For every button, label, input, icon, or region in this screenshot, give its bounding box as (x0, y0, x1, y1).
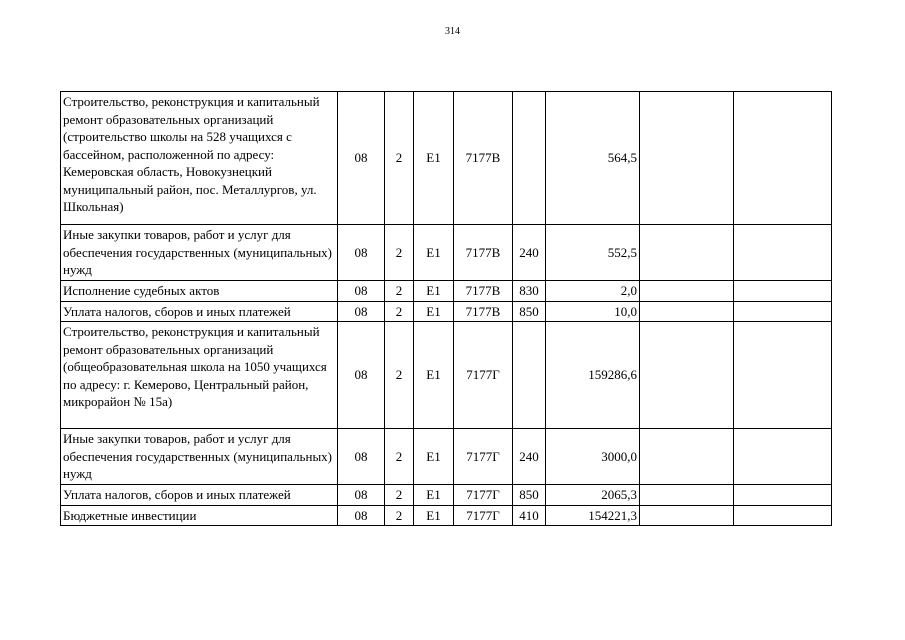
row-name: Иные закупки товаров, работ и услуг для обеспечения государственных (муниципальных) нужд (61, 429, 338, 485)
table-row (61, 301, 832, 322)
row-extra-1 (640, 281, 734, 302)
row-program: Е1 (414, 281, 454, 302)
row-type: 850 (513, 485, 546, 506)
row-section: 08 (338, 92, 385, 225)
row-extra-2 (734, 322, 832, 429)
row-name: Уплата налогов, сборов и иных платежей (61, 301, 338, 322)
row-extra-2 (734, 225, 832, 281)
row-extra-2 (734, 505, 832, 526)
row-extra-2 (734, 281, 832, 302)
row-name: Строительство, реконструкция и капитальный ремонт образовательных организаций (общеобразовательная школа на 1050 учащихся по адресу: г. Кемерово, Центральный район, микрорайон № 15а) (61, 322, 338, 429)
table-row (61, 281, 832, 302)
row-program: Е1 (414, 301, 454, 322)
row-extra-1 (640, 92, 734, 225)
row-extra-2 (734, 485, 832, 506)
row-subsection: 2 (385, 505, 414, 526)
row-type: 240 (513, 429, 546, 485)
row-type: 830 (513, 281, 546, 302)
row-sum: 3000,0 (546, 429, 640, 485)
row-subsection: 2 (385, 281, 414, 302)
row-subsection: 2 (385, 92, 414, 225)
row-code: 7177В (454, 281, 513, 302)
row-sum: 10,0 (546, 301, 640, 322)
row-type: 850 (513, 301, 546, 322)
row-sum: 154221,3 (546, 505, 640, 526)
table-row (61, 322, 832, 429)
row-program: Е1 (414, 225, 454, 281)
row-section: 08 (338, 429, 385, 485)
row-section: 08 (338, 281, 385, 302)
budget-table (60, 91, 832, 526)
row-type: 410 (513, 505, 546, 526)
row-code: 7177В (454, 301, 513, 322)
row-section: 08 (338, 225, 385, 281)
budget-table-body (61, 92, 832, 526)
row-subsection: 2 (385, 322, 414, 429)
row-name: Уплата налогов, сборов и иных платежей (61, 485, 338, 506)
row-program: Е1 (414, 322, 454, 429)
row-sum: 2,0 (546, 281, 640, 302)
row-code: 7177В (454, 92, 513, 225)
row-extra-1 (640, 505, 734, 526)
row-program: Е1 (414, 505, 454, 526)
row-name: Исполнение судебных актов (61, 281, 338, 302)
row-subsection: 2 (385, 429, 414, 485)
row-extra-1 (640, 225, 734, 281)
row-type (513, 322, 546, 429)
row-section: 08 (338, 322, 385, 429)
row-extra-1 (640, 322, 734, 429)
row-code: 7177Г (454, 485, 513, 506)
row-code: 7177Г (454, 505, 513, 526)
row-section: 08 (338, 485, 385, 506)
table-row (61, 485, 832, 506)
row-name: Строительство, реконструкция и капитальный ремонт образовательных организаций (строительство школы на 528 учащихся с бассейном, расположенной по адресу: Кемеровская область, Новокузнецкий муниципальный район, пос. Металлургов, ул. Школьная) (61, 92, 338, 225)
page-number: 314 (445, 26, 460, 37)
table-row (61, 505, 832, 526)
row-program: Е1 (414, 485, 454, 506)
table-row (61, 429, 832, 485)
table-row (61, 92, 832, 225)
row-extra-1 (640, 485, 734, 506)
row-subsection: 2 (385, 225, 414, 281)
row-type (513, 92, 546, 225)
row-program: Е1 (414, 92, 454, 225)
row-extra-2 (734, 429, 832, 485)
row-extra-1 (640, 429, 734, 485)
row-sum: 2065,3 (546, 485, 640, 506)
row-section: 08 (338, 301, 385, 322)
row-sum: 564,5 (546, 92, 640, 225)
row-subsection: 2 (385, 485, 414, 506)
row-section: 08 (338, 505, 385, 526)
row-program: Е1 (414, 429, 454, 485)
row-extra-2 (734, 301, 832, 322)
row-name: Иные закупки товаров, работ и услуг для обеспечения государственных (муниципальных) нужд (61, 225, 338, 281)
row-name: Бюджетные инвестиции (61, 505, 338, 526)
row-sum: 552,5 (546, 225, 640, 281)
row-code: 7177В (454, 225, 513, 281)
row-subsection: 2 (385, 301, 414, 322)
table-row (61, 225, 832, 281)
row-code: 7177Г (454, 429, 513, 485)
row-type: 240 (513, 225, 546, 281)
row-extra-2 (734, 92, 832, 225)
row-extra-1 (640, 301, 734, 322)
row-sum: 159286,6 (546, 322, 640, 429)
row-code: 7177Г (454, 322, 513, 429)
